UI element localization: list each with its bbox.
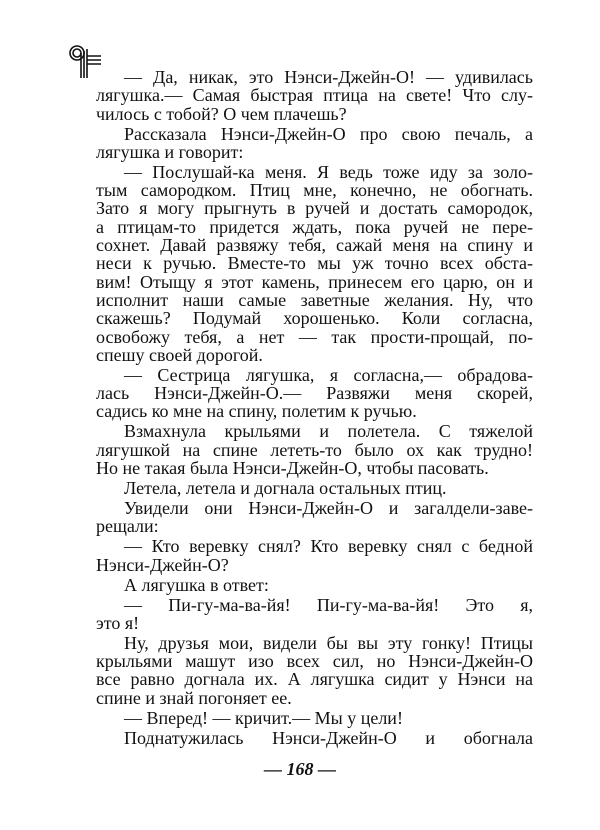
text-line: крыльями машут изо всех сил, но Нэнси-Джейн-О xyxy=(96,651,533,672)
text-line: Зато я могу прыгнуть в ручей и достать самородок, xyxy=(96,198,533,219)
text-line: Рассказала Нэнси-Джейн-О про свою печаль, а xyxy=(124,123,533,144)
text-line: Летела, летела и догнала остальных птиц. xyxy=(124,477,447,498)
text-line: спине и знай погоняет ее. xyxy=(96,687,292,708)
text-line: Поднатужилась Нэнси-Джейн-О и обогнала xyxy=(124,727,533,748)
text-line: А лягушка в ответ: xyxy=(124,574,269,595)
text-line: неси к ручью. Вместе-то мы уж точно всех обста- xyxy=(96,253,533,274)
text-line: сохнет. Давай развяжу тебя, сажай меня на спину и xyxy=(96,235,533,256)
text-line: лягушка и говорит: xyxy=(96,141,244,162)
text-line: Нэнси-Джейн-О? xyxy=(96,554,229,575)
text-line: скажешь? Подумай хорошенько. Коли согласна, xyxy=(96,308,533,329)
text-line: освобожу тебя, а нет — так прости-прощай, по- xyxy=(96,326,533,347)
text-line: все равно догнала их. А лягушка сидит у Нэнси на xyxy=(96,669,533,690)
text-line: чилось с тобой? О чем плачешь? xyxy=(96,103,347,124)
text-line: Взмахнула крыльями и полетела. С тяжелой xyxy=(124,421,533,442)
text-line: лягушкой на спине лететь-то было ох как трудно! xyxy=(96,439,533,460)
text-line: — Да, никак, это Нэнси-Джейн-О! — удивилась xyxy=(124,67,533,87)
text-line: Увидели они Нэнси-Джейн-О и загалдели-заве- xyxy=(124,497,533,518)
text-line: спешу своей дорогой. xyxy=(96,344,263,365)
text-line: это я! xyxy=(96,612,140,633)
text-line: Ну, друзья мои, видели бы вы эту гонку! Птицы xyxy=(124,632,533,653)
text-line: а птицам-то придется ждать, пока ручей не пере- xyxy=(96,216,533,237)
text-line: Но не такая была Нэнси-Джейн-О, чтобы пасовать. xyxy=(96,457,489,478)
page-text xyxy=(96,68,533,747)
text-line: — Послушай-ка меня. Я ведь тоже иду за золо- xyxy=(124,161,533,182)
text-line: садись ко мне на спину, полетим к ручью. xyxy=(96,401,417,422)
text-line: — Сестрица лягушка, я согласна,— обрадова- xyxy=(124,364,533,385)
text-line: тым самородком. Птиц мне, конечно, не обогнать. xyxy=(96,180,533,201)
text-line: — Пи-гу-ма-ва-йя! Пи-гу-ма-ва-йя! Это я, xyxy=(124,594,533,615)
text-line: лягушка.— Самая быстрая птица на свете! Что слу- xyxy=(96,85,533,106)
text-line: вим! Отыщу я этот камень, принесем его царю, он и xyxy=(96,271,533,292)
text-line: лась Нэнси-Джейн-О.— Развяжи меня скорей, xyxy=(96,383,533,404)
text-line: рещали: xyxy=(96,516,159,537)
text-line: — Вперед! — кричит.— Мы у цели! xyxy=(124,707,403,728)
page-number: — 168 — xyxy=(264,759,336,779)
text-line: — Кто веревку снял? Кто веревку снял с бедной xyxy=(124,536,533,557)
text-line: исполнит наши самые заветные желания. Ну, что xyxy=(96,289,533,310)
